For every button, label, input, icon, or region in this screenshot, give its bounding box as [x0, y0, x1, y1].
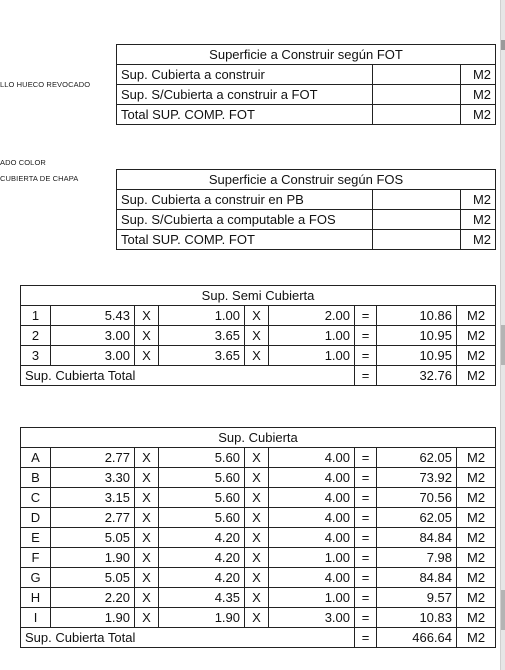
cell-unit: M2	[457, 306, 496, 326]
times-sign: X	[245, 326, 269, 346]
cell-a: 3.00	[51, 326, 135, 346]
cell-a: 3.15	[51, 488, 135, 508]
cell-unit: M2	[457, 548, 496, 568]
cell-unit: M2	[457, 326, 496, 346]
row-value	[373, 210, 461, 230]
table-row	[21, 568, 496, 588]
row-unit: M2	[461, 190, 496, 210]
cell-unit: M2	[457, 528, 496, 548]
row-id: 3	[21, 346, 51, 366]
total-label: Sup. Cubierta Total	[21, 366, 355, 386]
cell-b: 4.20	[159, 568, 245, 588]
fot-table-title: Superficie a Construir según FOT	[117, 45, 496, 65]
equals-sign: =	[355, 528, 377, 548]
cell-a: 2.77	[51, 448, 135, 468]
equals-sign: =	[355, 448, 377, 468]
row-id: A	[21, 448, 51, 468]
cell-b: 3.65	[159, 346, 245, 366]
row-unit: M2	[461, 210, 496, 230]
cell-a: 1.90	[51, 608, 135, 628]
row-id: H	[21, 588, 51, 608]
equals-sign: =	[355, 488, 377, 508]
cell-c: 4.00	[269, 448, 355, 468]
times-sign: X	[245, 608, 269, 628]
cell-result: 62.05	[377, 448, 457, 468]
row-unit: M2	[461, 65, 496, 85]
row-id: I	[21, 608, 51, 628]
table-row	[117, 210, 496, 230]
table-row	[21, 548, 496, 568]
times-sign: X	[135, 608, 159, 628]
cell-result: 7.98	[377, 548, 457, 568]
cell-b: 5.60	[159, 508, 245, 528]
cell-a: 3.00	[51, 346, 135, 366]
side-label-roof: CUBIERTA DE CHAPA	[0, 174, 79, 183]
times-sign: X	[245, 548, 269, 568]
table-row	[117, 105, 496, 125]
row-label: Sup. S/Cubierta a computable a FOS	[117, 210, 373, 230]
table-row	[117, 85, 496, 105]
total-value: 32.76	[377, 366, 457, 386]
row-value	[373, 230, 461, 250]
times-sign: X	[135, 346, 159, 366]
cell-c: 4.00	[269, 468, 355, 488]
table-row	[21, 488, 496, 508]
cell-unit: M2	[457, 468, 496, 488]
cell-result: 10.95	[377, 326, 457, 346]
equals-sign: =	[355, 508, 377, 528]
fot-table	[116, 44, 496, 125]
cell-a: 2.20	[51, 588, 135, 608]
equals-sign: =	[355, 628, 377, 648]
cell-result: 73.92	[377, 468, 457, 488]
cell-result: 9.57	[377, 588, 457, 608]
right-edge-strip	[500, 0, 505, 670]
equals-sign: =	[355, 346, 377, 366]
cell-a: 5.05	[51, 528, 135, 548]
cell-a: 2.77	[51, 508, 135, 528]
table-row	[21, 346, 496, 366]
cell-b: 1.90	[159, 608, 245, 628]
cell-a: 3.30	[51, 468, 135, 488]
cell-c: 2.00	[269, 306, 355, 326]
times-sign: X	[245, 568, 269, 588]
table-row	[117, 65, 496, 85]
times-sign: X	[245, 488, 269, 508]
total-row	[21, 628, 496, 648]
row-value	[373, 105, 461, 125]
cell-c: 4.00	[269, 528, 355, 548]
row-id: E	[21, 528, 51, 548]
times-sign: X	[245, 588, 269, 608]
cubierta-table-title: Sup. Cubierta	[21, 428, 496, 448]
semi-cubierta-table	[20, 285, 496, 386]
cell-a: 5.43	[51, 306, 135, 326]
times-sign: X	[135, 326, 159, 346]
row-id: 2	[21, 326, 51, 346]
equals-sign: =	[355, 306, 377, 326]
cell-a: 1.90	[51, 548, 135, 568]
cell-b: 5.60	[159, 488, 245, 508]
row-unit: M2	[461, 230, 496, 250]
times-sign: X	[135, 528, 159, 548]
equals-sign: =	[355, 326, 377, 346]
cell-c: 1.00	[269, 588, 355, 608]
row-label: Total SUP. COMP. FOT	[117, 230, 373, 250]
times-sign: X	[135, 468, 159, 488]
table-row	[21, 528, 496, 548]
cell-unit: M2	[457, 628, 496, 648]
row-id: G	[21, 568, 51, 588]
row-value	[373, 190, 461, 210]
cell-result: 62.05	[377, 508, 457, 528]
cell-unit: M2	[457, 488, 496, 508]
table-row	[21, 448, 496, 468]
fos-table-title: Superficie a Construir según FOS	[117, 170, 496, 190]
cell-b: 5.60	[159, 448, 245, 468]
edge-mark	[501, 40, 505, 50]
cell-b: 3.65	[159, 326, 245, 346]
equals-sign: =	[355, 548, 377, 568]
cell-c: 1.00	[269, 548, 355, 568]
cell-c: 1.00	[269, 346, 355, 366]
cell-unit: M2	[457, 366, 496, 386]
cell-result: 84.84	[377, 528, 457, 548]
equals-sign: =	[355, 588, 377, 608]
row-unit: M2	[461, 105, 496, 125]
times-sign: X	[135, 448, 159, 468]
equals-sign: =	[355, 468, 377, 488]
cell-c: 4.00	[269, 508, 355, 528]
row-label: Total SUP. COMP. FOT	[117, 105, 373, 125]
cell-c: 3.00	[269, 608, 355, 628]
times-sign: X	[245, 448, 269, 468]
cell-result: 10.83	[377, 608, 457, 628]
cell-b: 4.35	[159, 588, 245, 608]
times-sign: X	[245, 346, 269, 366]
table-row	[21, 508, 496, 528]
table-row	[21, 588, 496, 608]
row-value	[373, 85, 461, 105]
cubierta-table	[20, 427, 496, 648]
times-sign: X	[245, 306, 269, 326]
cell-b: 4.20	[159, 528, 245, 548]
row-id: F	[21, 548, 51, 568]
table-row	[21, 608, 496, 628]
times-sign: X	[135, 488, 159, 508]
cell-result: 70.56	[377, 488, 457, 508]
cell-c: 4.00	[269, 568, 355, 588]
times-sign: X	[135, 568, 159, 588]
cell-a: 5.05	[51, 568, 135, 588]
row-id: B	[21, 468, 51, 488]
cell-c: 1.00	[269, 326, 355, 346]
equals-sign: =	[355, 608, 377, 628]
row-label: Sup. S/Cubierta a construir a FOT	[117, 85, 373, 105]
side-label-wall: LLO HUECO REVOCADO	[0, 80, 91, 89]
equals-sign: =	[355, 568, 377, 588]
times-sign: X	[245, 508, 269, 528]
cell-result: 10.95	[377, 346, 457, 366]
times-sign: X	[135, 306, 159, 326]
cell-unit: M2	[457, 568, 496, 588]
total-label: Sup. Cubierta Total	[21, 628, 355, 648]
cell-result: 10.86	[377, 306, 457, 326]
equals-sign: =	[355, 366, 377, 386]
cell-unit: M2	[457, 588, 496, 608]
times-sign: X	[135, 508, 159, 528]
edge-mark	[501, 590, 505, 630]
times-sign: X	[245, 468, 269, 488]
total-value: 466.64	[377, 628, 457, 648]
cell-b: 5.60	[159, 468, 245, 488]
cell-b: 1.00	[159, 306, 245, 326]
cell-unit: M2	[457, 346, 496, 366]
fos-table	[116, 169, 496, 250]
table-row	[117, 190, 496, 210]
total-row	[21, 366, 496, 386]
cell-unit: M2	[457, 608, 496, 628]
table-row	[21, 468, 496, 488]
cell-unit: M2	[457, 508, 496, 528]
row-label: Sup. Cubierta a construir en PB	[117, 190, 373, 210]
row-id: C	[21, 488, 51, 508]
table-row	[117, 230, 496, 250]
side-label-color: ADO COLOR	[0, 158, 46, 167]
edge-mark	[501, 325, 505, 365]
row-label: Sup. Cubierta a construir	[117, 65, 373, 85]
cell-result: 84.84	[377, 568, 457, 588]
cell-c: 4.00	[269, 488, 355, 508]
times-sign: X	[245, 528, 269, 548]
table-row	[21, 306, 496, 326]
row-value	[373, 65, 461, 85]
table-row	[21, 326, 496, 346]
times-sign: X	[135, 588, 159, 608]
row-id: D	[21, 508, 51, 528]
cell-unit: M2	[457, 448, 496, 468]
times-sign: X	[135, 548, 159, 568]
semi-table-title: Sup. Semi Cubierta	[21, 286, 496, 306]
row-unit: M2	[461, 85, 496, 105]
row-id: 1	[21, 306, 51, 326]
cell-b: 4.20	[159, 548, 245, 568]
